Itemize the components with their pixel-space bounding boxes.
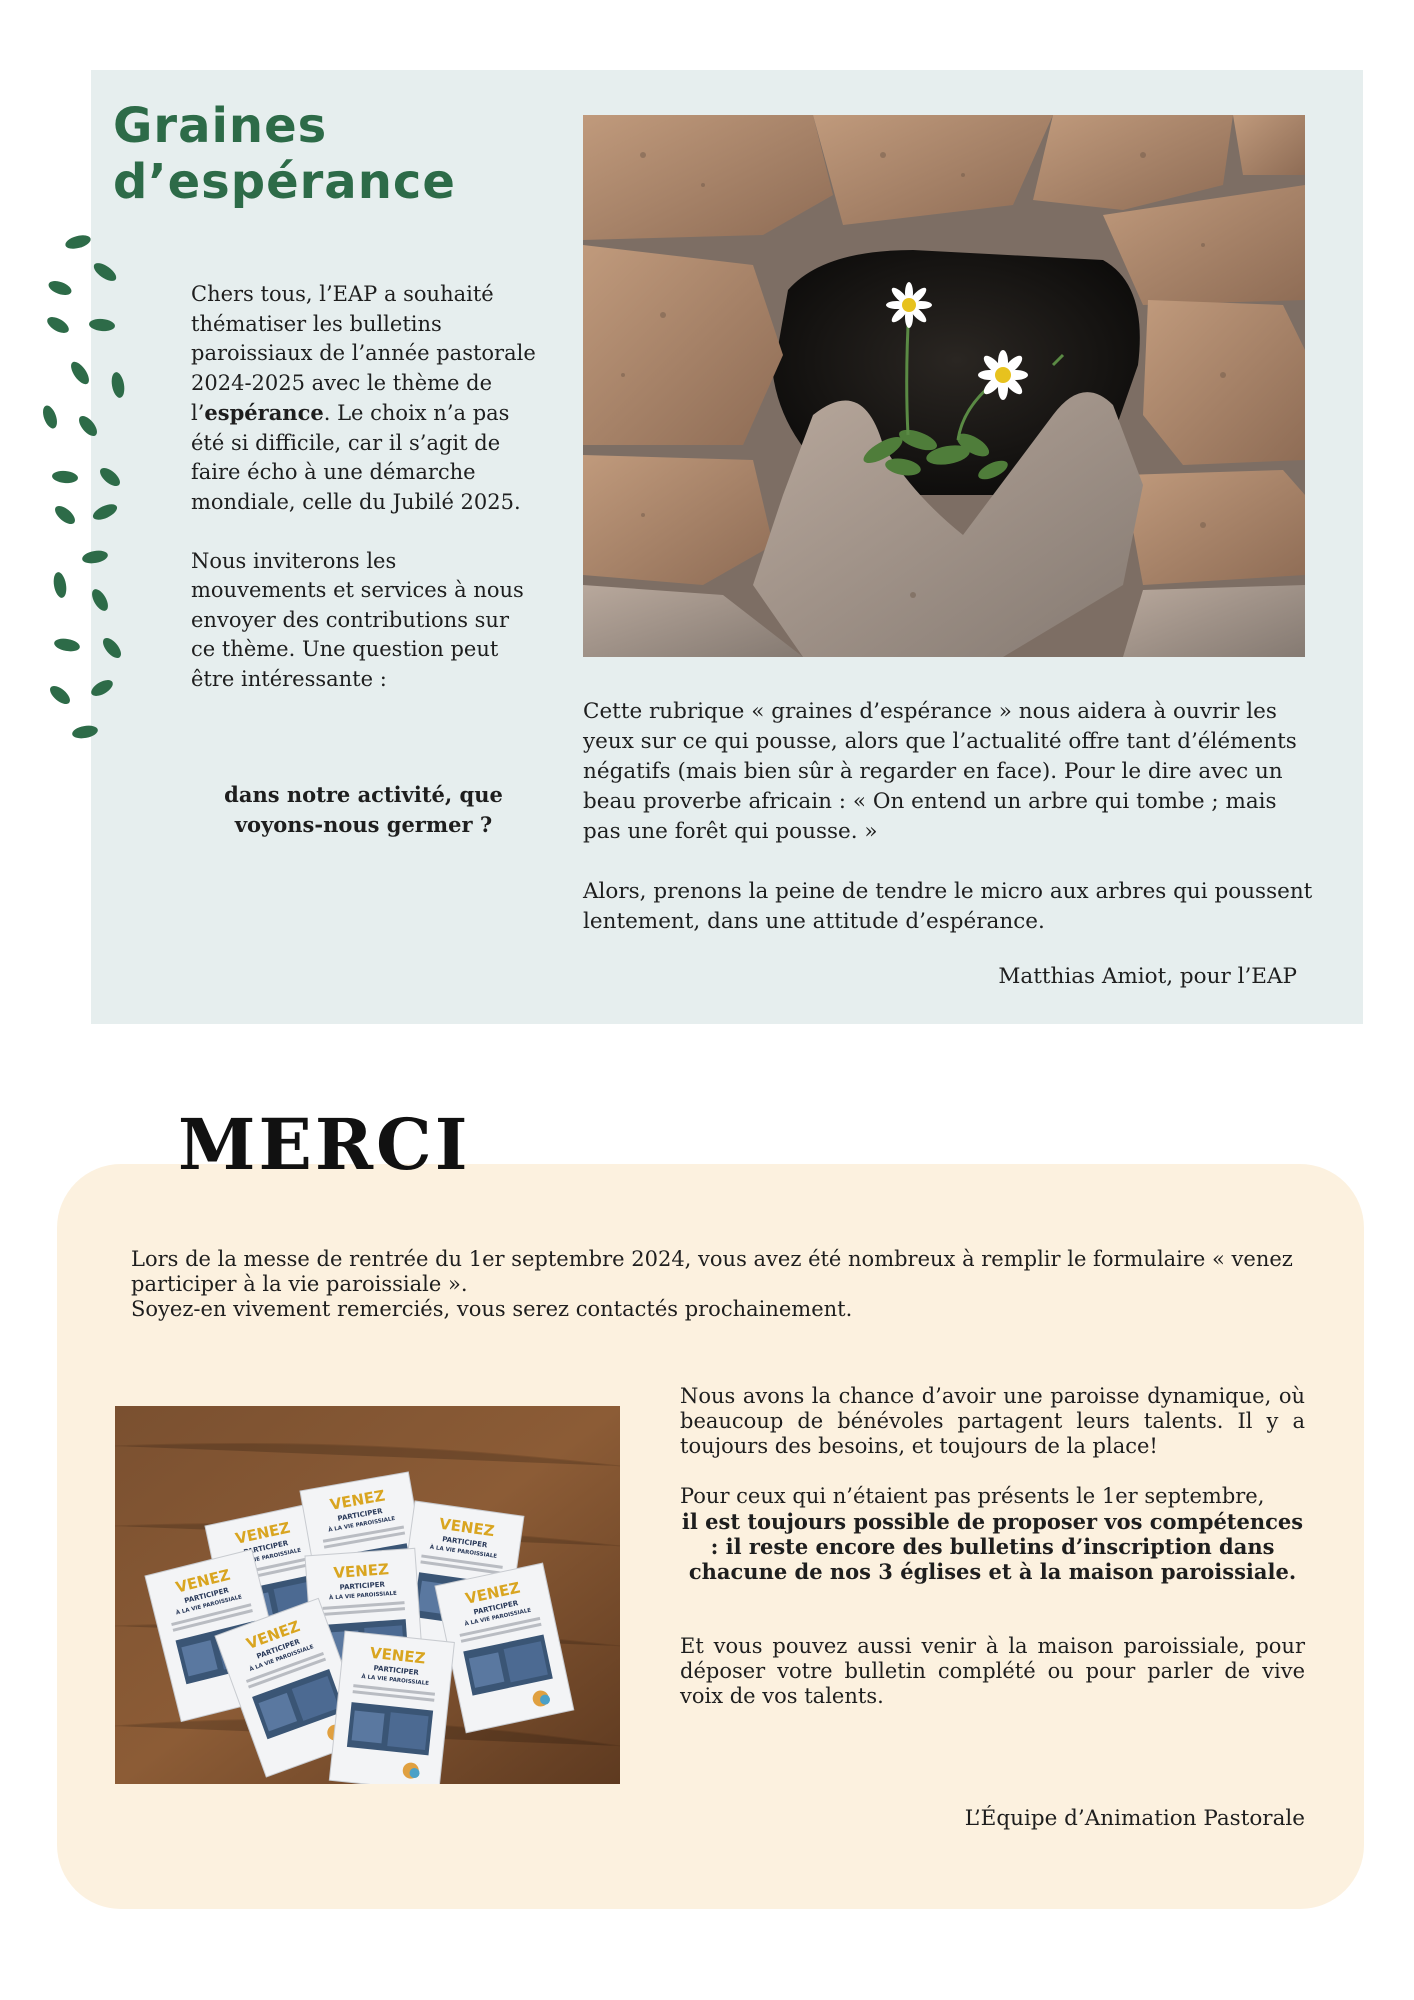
merci-title: MERCI <box>178 1103 471 1186</box>
rubrique-paragraph-1: Cette rubrique « graines d’espérance » nous aidera à ouvrir les yeux sur ce qui pousse, alors que l’actualité offre tant d’éléments négatifs (mais bien sûr à regarder en face). Pour le dire avec un beau proverbe africain : « On entend un arbre qui tombe ; mais pas une forêt qui pousse. » <box>583 699 1297 844</box>
graines-title-line1: Graines <box>113 98 328 154</box>
merci-intro <box>131 1247 1311 1322</box>
intro-paragraph-2: Nous inviterons les mouvements et services à nous envoyer des contributions sur ce thème. Une question peut être intéressante : <box>191 548 524 691</box>
merci-intro-line-1: Lors de la messe de rentrée du 1er septembre 2024, vous avez été nombreux à remplir le formulaire « venez participer à la vie paroissiale ». <box>131 1247 1293 1296</box>
intro-text <box>191 280 536 724</box>
merci-body-paragraph-3: Et vous pouvez aussi venir à la maison paroissiale, pour déposer votre bulletin complété ou pour parler de vive voix de vos talents. <box>680 1634 1305 1708</box>
merci-body-paragraph-1: Nous avons la chance d’avoir une paroisse dynamique, où beaucoup de bénévoles partagent leurs talents. Il y a toujours des besoins, et toujours de la place! <box>680 1384 1305 1458</box>
graines-title <box>113 98 456 210</box>
merci-body-paragraph-2: Pour ceux qui n’étaient pas présents le 1er septembre, <box>680 1484 1265 1508</box>
leaf-dots-decoration <box>30 230 140 750</box>
keyword-esperance: espérance <box>204 400 324 425</box>
rubrique-paragraph-2: Alors, prenons la peine de tendre le micro aux arbres qui poussent lentement, dans une attitude d’espérance. <box>583 879 1313 934</box>
merci-signature: L’Équipe d’Animation Pastorale <box>964 1806 1305 1831</box>
daisy-in-stone-wall-photo <box>583 115 1305 657</box>
graines-signature: Matthias Amiot, pour l’EAP <box>998 964 1297 989</box>
highlighted-question: dans notre activité, que voyons-nous germer ? <box>224 782 503 837</box>
merci-intro-line-2: Soyez-en vivement remerciés, vous serez contactés prochainement. <box>131 1297 853 1321</box>
intro-paragraph-1: Chers tous, l’EAP a souhaité thématiser les bulletins paroissiaux de l’année pastorale 2024-2025 avec le thème de l’espérance. Le choix n’a pas été si difficile, car il s’agit de faire écho à une démarche mondiale, celle du Jubilé 2025. <box>191 282 536 514</box>
merci-body-highlight: il est toujours possible de proposer vos compétences : il reste encore des bulletins d’inscription dans chacune de nos 3 églises et à la maison paroissiale. <box>681 1509 1304 1584</box>
merci-body <box>680 1384 1305 1734</box>
graines-title-line2: d’espérance <box>113 154 456 210</box>
bulletins-on-table-photo <box>115 1406 620 1784</box>
rubrique-text <box>583 697 1318 967</box>
